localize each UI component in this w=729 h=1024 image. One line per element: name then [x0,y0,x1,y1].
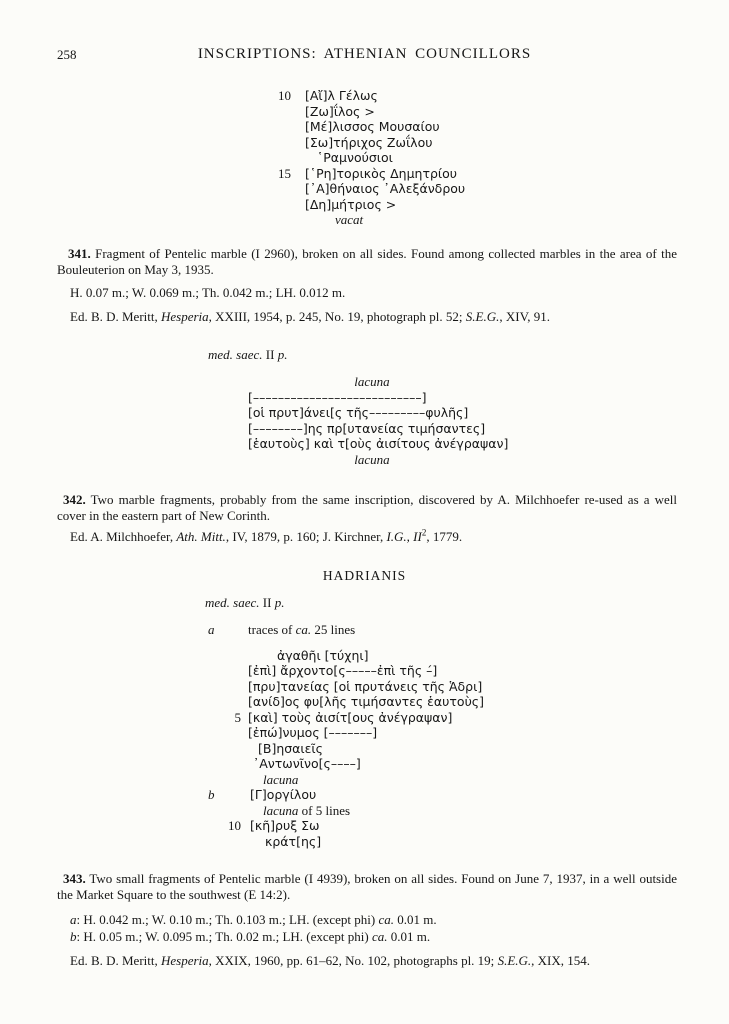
vacat-note: vacat [335,212,364,227]
section-343-description [57,871,677,903]
inscription-line [205,679,484,695]
inscription-line [278,150,465,166]
section-number: 343. [63,871,86,886]
edition-text: , IV, 1879, p. 160; J. Kirchner, [225,529,387,544]
date-text: II [262,347,278,362]
journal-title: Hesperia [161,309,209,324]
edition-text: Ed. B. D. Meritt, [70,309,161,324]
dims-text: ca. [372,929,388,944]
section-341-description [57,246,677,278]
journal-title: Hesperia [161,953,209,968]
line-number: 10 [228,818,241,833]
greek-text: [ἐπώ]νυμος [–––––––] [248,725,378,740]
greek-text: [πρυ]τανείας [οἱ πρυτάνεις τῆς Ἁδρι] [248,678,483,694]
greek-text: ἀγαθῆι [τύχηι] [277,647,369,663]
fragment-label: a [208,622,215,637]
lacuna-note: lacuna [354,451,390,467]
date-text: p. [277,347,288,362]
greek-text: ᾿Αντωνῖνο[ς––––] [253,756,361,771]
edition-text: , XXIX, 1960, pp. 61–62, No. 102, photographs pl. 19; [208,953,498,968]
inscription-line [205,694,484,710]
greek-text: κράτ[ης] [265,833,322,849]
section-341-measurements: H. 0.07 m.; W. 0.069 m.; Th. 0.042 m.; LH. 0.012 m. [70,285,346,300]
inscription-line [205,756,484,772]
edition-text: , 1779. [426,529,463,544]
corpus-title: S.E.G. [497,953,532,968]
inscription-line [278,135,465,151]
inscription-line [278,119,465,135]
greek-text: [ἐπὶ] ἄρχοντο[ς–––––ἐπὶ τῆς –́] [248,663,438,678]
line-number: 10 [278,88,291,103]
inscription-line [278,197,465,213]
journal-title: Ath. Mitt. [176,529,226,544]
greek-text: [ανίδ]ος φυ[λῆς τιμήσαντες ἑαυτοὺς] [248,694,485,709]
greek-text: [––––––––]ης πρ[υτανείας τιμήσαντες] [248,420,486,436]
dims-text: 0.01 m. [394,912,437,927]
page-title: INSCRIPTIONS: ATHENIAN COUNCILLORS [197,46,532,62]
inscription-line [205,663,484,679]
note-text: of 5 lines [298,802,351,818]
greek-text: [Β]ησαιεῖς [258,740,323,756]
inscription-line [248,421,496,437]
section-341-edition [70,309,550,325]
inscription-line [248,405,496,421]
dims-text: ca. [378,912,395,927]
dims-text: : H. 0.042 m.; W. 0.10 m.; Th. 0.103 m.; LH. (except phi) [76,912,379,927]
date-text: p. [274,595,285,610]
inscription-line [205,648,484,664]
greek-text: [Γ]οργίλου [250,787,317,802]
fragment-label: b [70,929,77,944]
line-number: 15 [278,165,291,181]
superscript: 2 [421,527,427,538]
fragment-label: b [208,787,215,802]
greek-text: [ἑαυτοὺς] καὶ τ[οὺς ἀισίτους ἀνέγραψαν] [248,436,509,451]
inscription-line [205,741,484,757]
greek-text: [κῆ]ρυξ Σω [250,818,320,833]
inscription-line [278,181,465,197]
greek-text: [καὶ] τοὺς ἀισίτ[ους ἀνέγραψαν] [248,709,453,725]
inscription-line [205,834,484,850]
greek-text: [Μέ]λισσος Μουσαίου [305,119,440,134]
description-text: Two small fragments of Pentelic marble (I 4939), broken on all sides. Found on June 7, 1937, in a well outside the Market Square to the southwest (E 14:2). [57,871,677,902]
greek-text: [᾿Α]θήναιος ᾿Αλεξάνδρου [305,181,466,196]
fragment-label: a [70,912,77,927]
inscription-line [205,818,484,834]
section-343-edition [70,953,590,969]
greek-text: ῾Ραμνούσιοι [317,150,393,165]
note-text: ca. [295,622,312,637]
corpus-title: S.E.G. [465,309,500,324]
edition-text: Ed. A. Milchhoefer, [70,529,177,544]
greek-text: [Αἴ]λ Γέλως [305,88,378,103]
edition-text: Ed. B. D. Meritt, [70,953,161,968]
inscription-line [248,436,509,452]
fragment-note [205,622,484,638]
section-342-description [57,492,677,524]
inscription-line [278,104,465,120]
section-number: 342. [63,492,86,507]
dims-text: 0.01 m. [387,929,431,944]
section-number: 341. [68,246,91,261]
section-343-dims-b [70,929,430,945]
dims-text: : H. 0.05 m.; W. 0.095 m.; Th. 0.02 m.; LH. (except phi) [76,929,372,944]
lacuna-note [205,772,484,788]
inscription-line [248,390,496,406]
greek-text: [Δη]μήτριος > [305,196,397,212]
inscription-line [205,787,484,803]
edition-text: , XIX, 154. [531,953,591,968]
corpus-title: I.G. [386,529,407,544]
note-text: 25 lines [311,622,356,637]
lacuna-note [205,803,484,819]
greek-text: [οἱ πρυτ]άνει[ς τῆς–––––––––φυλῆς] [248,405,469,420]
inscription-block-342 [205,622,484,849]
lacuna-note: lacuna [354,374,390,389]
inscription-line [205,710,484,726]
note-text: traces of [248,622,296,637]
description-text: Two marble fragments, probably from the same inscription, discovered by A. Milchhoefer re-used as a well cover in the eastern part of New Corinth. [57,492,677,523]
page-number: 258 [57,47,77,62]
edition-text: , XXIII, 1954, p. 245, No. 19, photograph pl. 52; [208,309,466,324]
section-341-date [208,347,287,363]
inscription-block-341 [248,374,509,467]
date-text: med. saec. [208,347,263,362]
inscription-line [278,166,465,182]
inscription-block-top [278,88,465,228]
date-text: II [259,595,275,610]
section-342-edition [70,529,462,545]
edition-text: , XIV, 91. [499,309,551,324]
lacuna-text: lacuna [263,771,299,787]
greek-text: [–––––––––––––––––––––––––––] [248,389,427,405]
date-text: med. saec. [205,595,260,610]
lacuna-text: lacuna [263,802,299,818]
inscription-line [205,725,484,741]
description-text: Fragment of Pentelic marble (I 2960), broken on all sides. Found among collected marbles in the area of the Bouleuterion on May 3, 1935. [57,246,677,277]
tribe-heading: HADRIANIS [322,568,407,583]
greek-text: [Ζω]ΐλος > [305,103,375,119]
edition-text: , II [406,529,422,544]
section-342-date [205,595,284,611]
inscription-line [278,88,465,104]
section-343-dims-a [70,912,437,928]
greek-text: [Σω]τήριχος Ζωΐλου [305,134,433,150]
line-number: 5 [234,709,241,725]
greek-text: [῾Ρη]τορικὸς Δημητρίου [305,165,458,181]
